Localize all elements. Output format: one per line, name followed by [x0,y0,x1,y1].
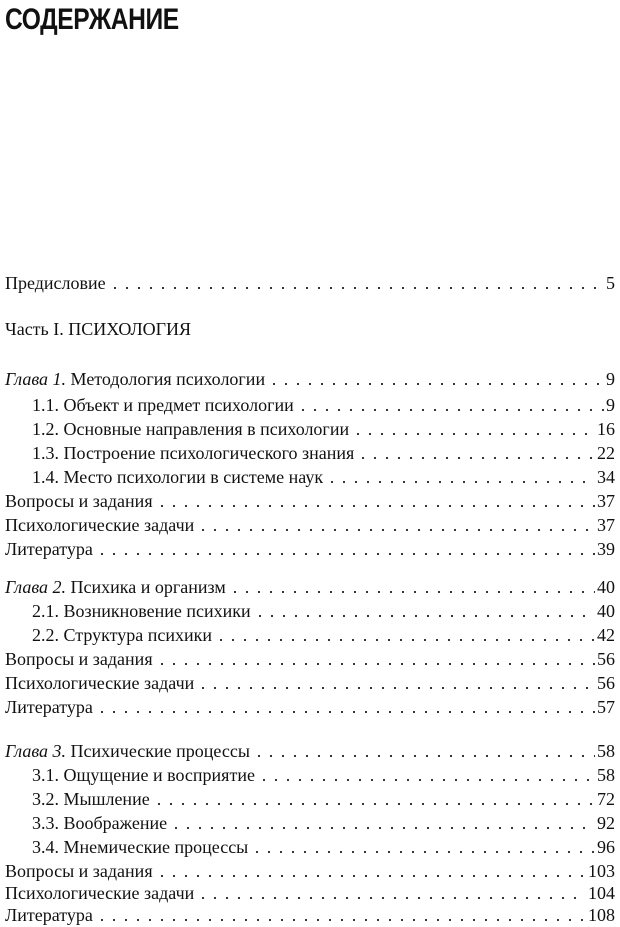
toc-entry-label: Вопросы и задания [5,649,153,669]
toc-page-number: 22 [597,443,615,463]
part-heading: Часть I. ПСИХОЛОГИЯ [5,319,192,339]
dot-leader [96,918,586,922]
toc-entry-label: 1.2. Основные направления в психологии [32,419,350,439]
dot-leader [96,710,595,714]
toc-entry-label: Вопросы и задания [5,861,153,881]
toc-page-number: 103 [588,861,615,881]
toc-entry-label: Литература [5,905,93,925]
dot-leader [153,802,595,806]
toc-entry-label: Литература [5,697,93,717]
toc-entry-section[interactable] [32,392,615,416]
toc-page-number: 58 [597,741,615,761]
toc-page-number: 96 [597,837,615,857]
toc-page-number: 5 [606,273,615,293]
toc-page-number: 9 [606,369,615,389]
toc-entry-section[interactable] [32,440,615,464]
toc-page-number: 92 [597,813,615,833]
toc-entry-section[interactable] [32,464,615,488]
toc-page-number: 57 [597,697,615,717]
toc-page-number: 9 [606,395,615,415]
chapter-prefix: Глава 1. [5,369,67,389]
toc-entry-label: 3.1. Ощущение и восприятие [32,765,255,785]
toc-page-number: 72 [597,789,615,809]
toc-page-number: 58 [597,765,615,785]
toc-entry-section[interactable] [32,810,615,834]
toc-entry-tasks[interactable] [5,512,615,536]
dot-leader [197,686,595,690]
dot-leader [326,480,595,484]
toc-entry-section[interactable] [32,622,615,646]
toc-entry-section[interactable] [32,762,615,786]
toc-entry-literature[interactable] [5,536,615,560]
dot-leader [268,382,604,386]
toc-entry-section[interactable] [32,416,615,440]
toc-entry-questions[interactable] [5,646,615,670]
dot-leader [352,432,595,436]
toc-page-number: 108 [588,905,615,925]
toc-page-number: 37 [597,515,615,535]
dot-leader [156,874,586,878]
toc-entry-label: 1.4. Место психологии в системе наук [32,467,324,487]
dot-leader [253,754,595,758]
toc-entry-label [5,576,226,598]
page-title: СОДЕРЖАНИЕ [5,3,179,36]
chapter-title: Психика и организм [70,577,226,597]
toc-entry-section[interactable] [32,786,615,810]
dot-leader [109,286,604,290]
dot-leader [156,662,595,666]
dot-leader [170,826,595,830]
toc-page-number: 40 [597,601,615,621]
toc-entry-literature[interactable] [5,902,615,926]
toc-entry-chapter-1[interactable] [5,366,615,390]
toc-page-number: 16 [597,419,615,439]
dot-leader [96,552,595,556]
toc-entry-preface[interactable] [5,270,615,294]
chapter-title: Психические процессы [70,741,250,761]
toc-page-number: 40 [597,577,615,597]
dot-leader [197,528,595,532]
chapter-title: Методология психологии [70,369,266,389]
toc-entry-label [5,740,250,762]
toc-page-number: 34 [597,467,615,487]
toc-entry-label: 3.3. Воображение [32,813,168,833]
toc-page-number: 42 [597,625,615,645]
toc-page-number: 104 [588,883,615,903]
dot-leader [215,638,595,642]
toc-entry-label: Психологические задачи [5,883,195,903]
toc-entry-label: 1.1. Объект и предмет психологии [32,395,294,415]
toc-entry-label: Вопросы и задания [5,491,153,511]
toc-entry-chapter-2[interactable] [5,574,615,598]
toc-entry-questions[interactable] [5,858,615,882]
toc-entry-label: 2.2. Структура психики [32,625,213,645]
toc-entry-tasks[interactable] [5,670,615,694]
toc-page-number: 39 [597,539,615,559]
toc-entry-literature[interactable] [5,694,615,718]
toc-entry-label: Предисловие [5,273,106,293]
dot-leader [229,590,595,594]
toc-entry-section[interactable] [32,834,615,858]
toc-entry-tasks[interactable] [5,880,615,904]
dot-leader [297,408,604,412]
toc-page-number: 37 [597,491,615,511]
toc-entry-label: Литература [5,539,93,559]
toc-entry-label: 2.1. Возникновение психики [32,601,251,621]
toc-entry-chapter-3[interactable] [5,738,615,762]
toc-entry-label [5,368,265,390]
toc-page-number: 56 [597,649,615,669]
dot-leader [251,850,595,854]
toc-entry-label: 3.4. Мнемические процессы [32,837,249,857]
toc-entry-section[interactable] [32,598,615,622]
toc-page-number: 56 [597,673,615,693]
dot-leader [197,896,586,900]
dot-leader [258,778,595,782]
chapter-prefix: Глава 2. [5,577,67,597]
dot-leader [156,504,595,508]
chapter-prefix: Глава 3. [5,741,67,761]
toc-entry-label: Психологические задачи [5,515,195,535]
toc-entry-questions[interactable] [5,488,615,512]
toc-entry-label: 3.2. Мышление [32,789,150,809]
dot-leader [357,456,595,460]
dot-leader [254,614,595,618]
toc-entry-label: 1.3. Построение психологического знания [32,443,355,463]
toc-entry-label: Психологические задачи [5,673,195,693]
